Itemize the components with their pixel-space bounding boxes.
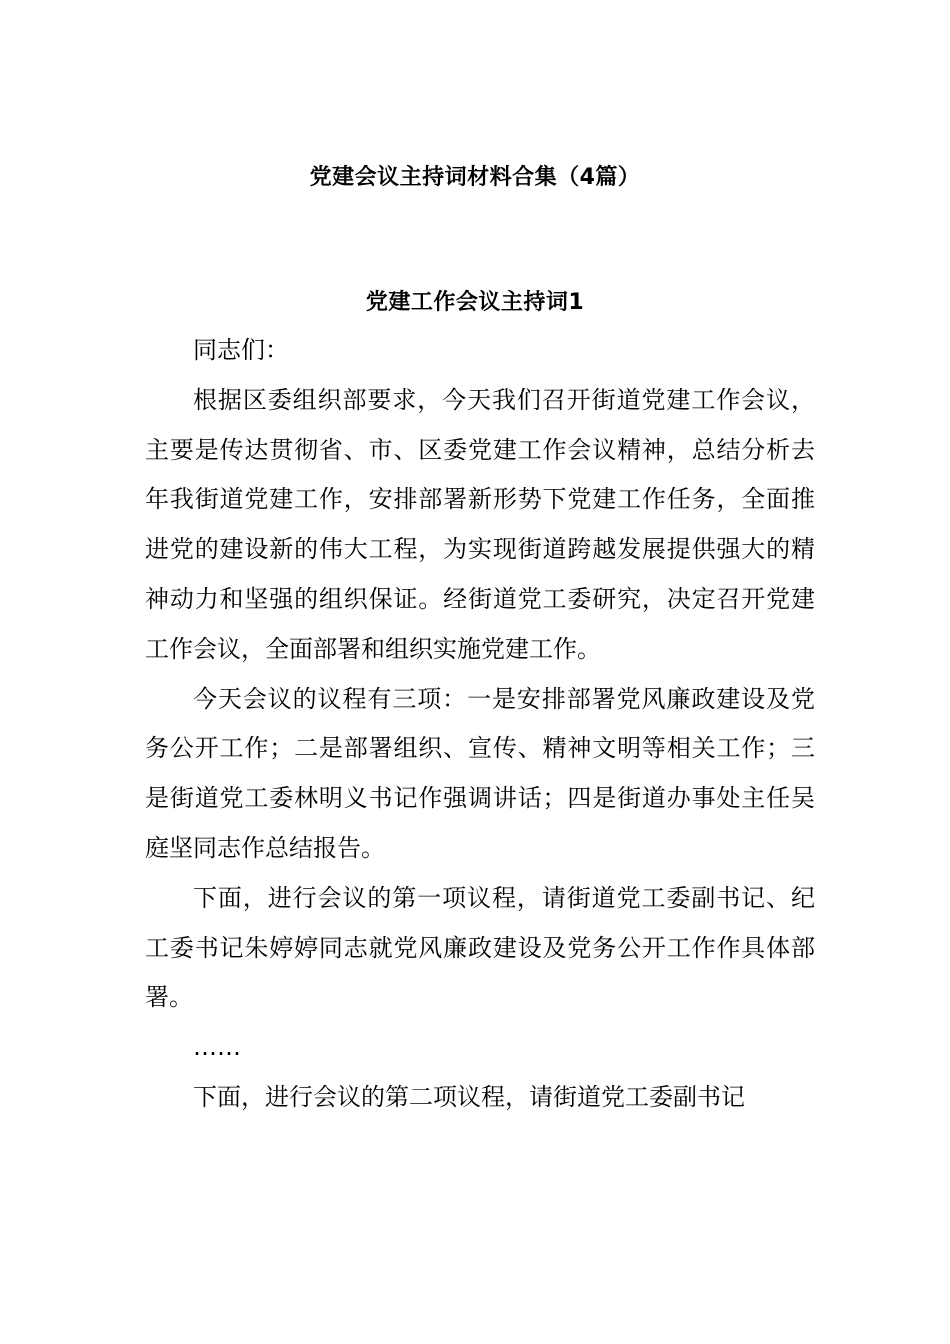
section-title: 党建工作会议主持词1 xyxy=(365,290,585,315)
paragraph-purpose: 根据区委组织部要求，今天我们召开街道党建工作会议，主要是传达贯彻省、市、区委党建工作会议精神，总结分析去年我街道党建工作，安排部署新形势下党建工作任务，全面推进党的建设新的伟大工程，为实现街道跨越发展提供强大的精神动力和坚强的组织保证。经街道党工委研究，决定召开党建工作会议，全面部署和组织实施党建工作。 xyxy=(145,385,815,663)
paragraph-greeting: 同志们： xyxy=(193,336,289,364)
paragraph-ellipsis: …… xyxy=(193,1033,241,1062)
document-body xyxy=(145,326,815,1123)
paragraph-first-item: 下面，进行会议的第一项议程，请街道党工委副书记、纪工委书记朱婷婷同志就党风廉政建设及党务公开工作作具体部署。 xyxy=(145,883,815,1012)
paragraph-agenda: 今天会议的议程有三项：一是安排部署党风廉政建设及党务公开工作；二是部署组织、宣传、精神文明等相关工作；三是街道党工委林明义书记作强调讲话；四是街道办事处主任吴庭坚同志作总结报告。 xyxy=(145,684,815,862)
document-title: 党建会议主持词材料合集（4篇） xyxy=(309,165,641,190)
paragraph-second-item: 下面，进行会议的第二项议程，请街道党工委副书记 xyxy=(193,1082,745,1111)
